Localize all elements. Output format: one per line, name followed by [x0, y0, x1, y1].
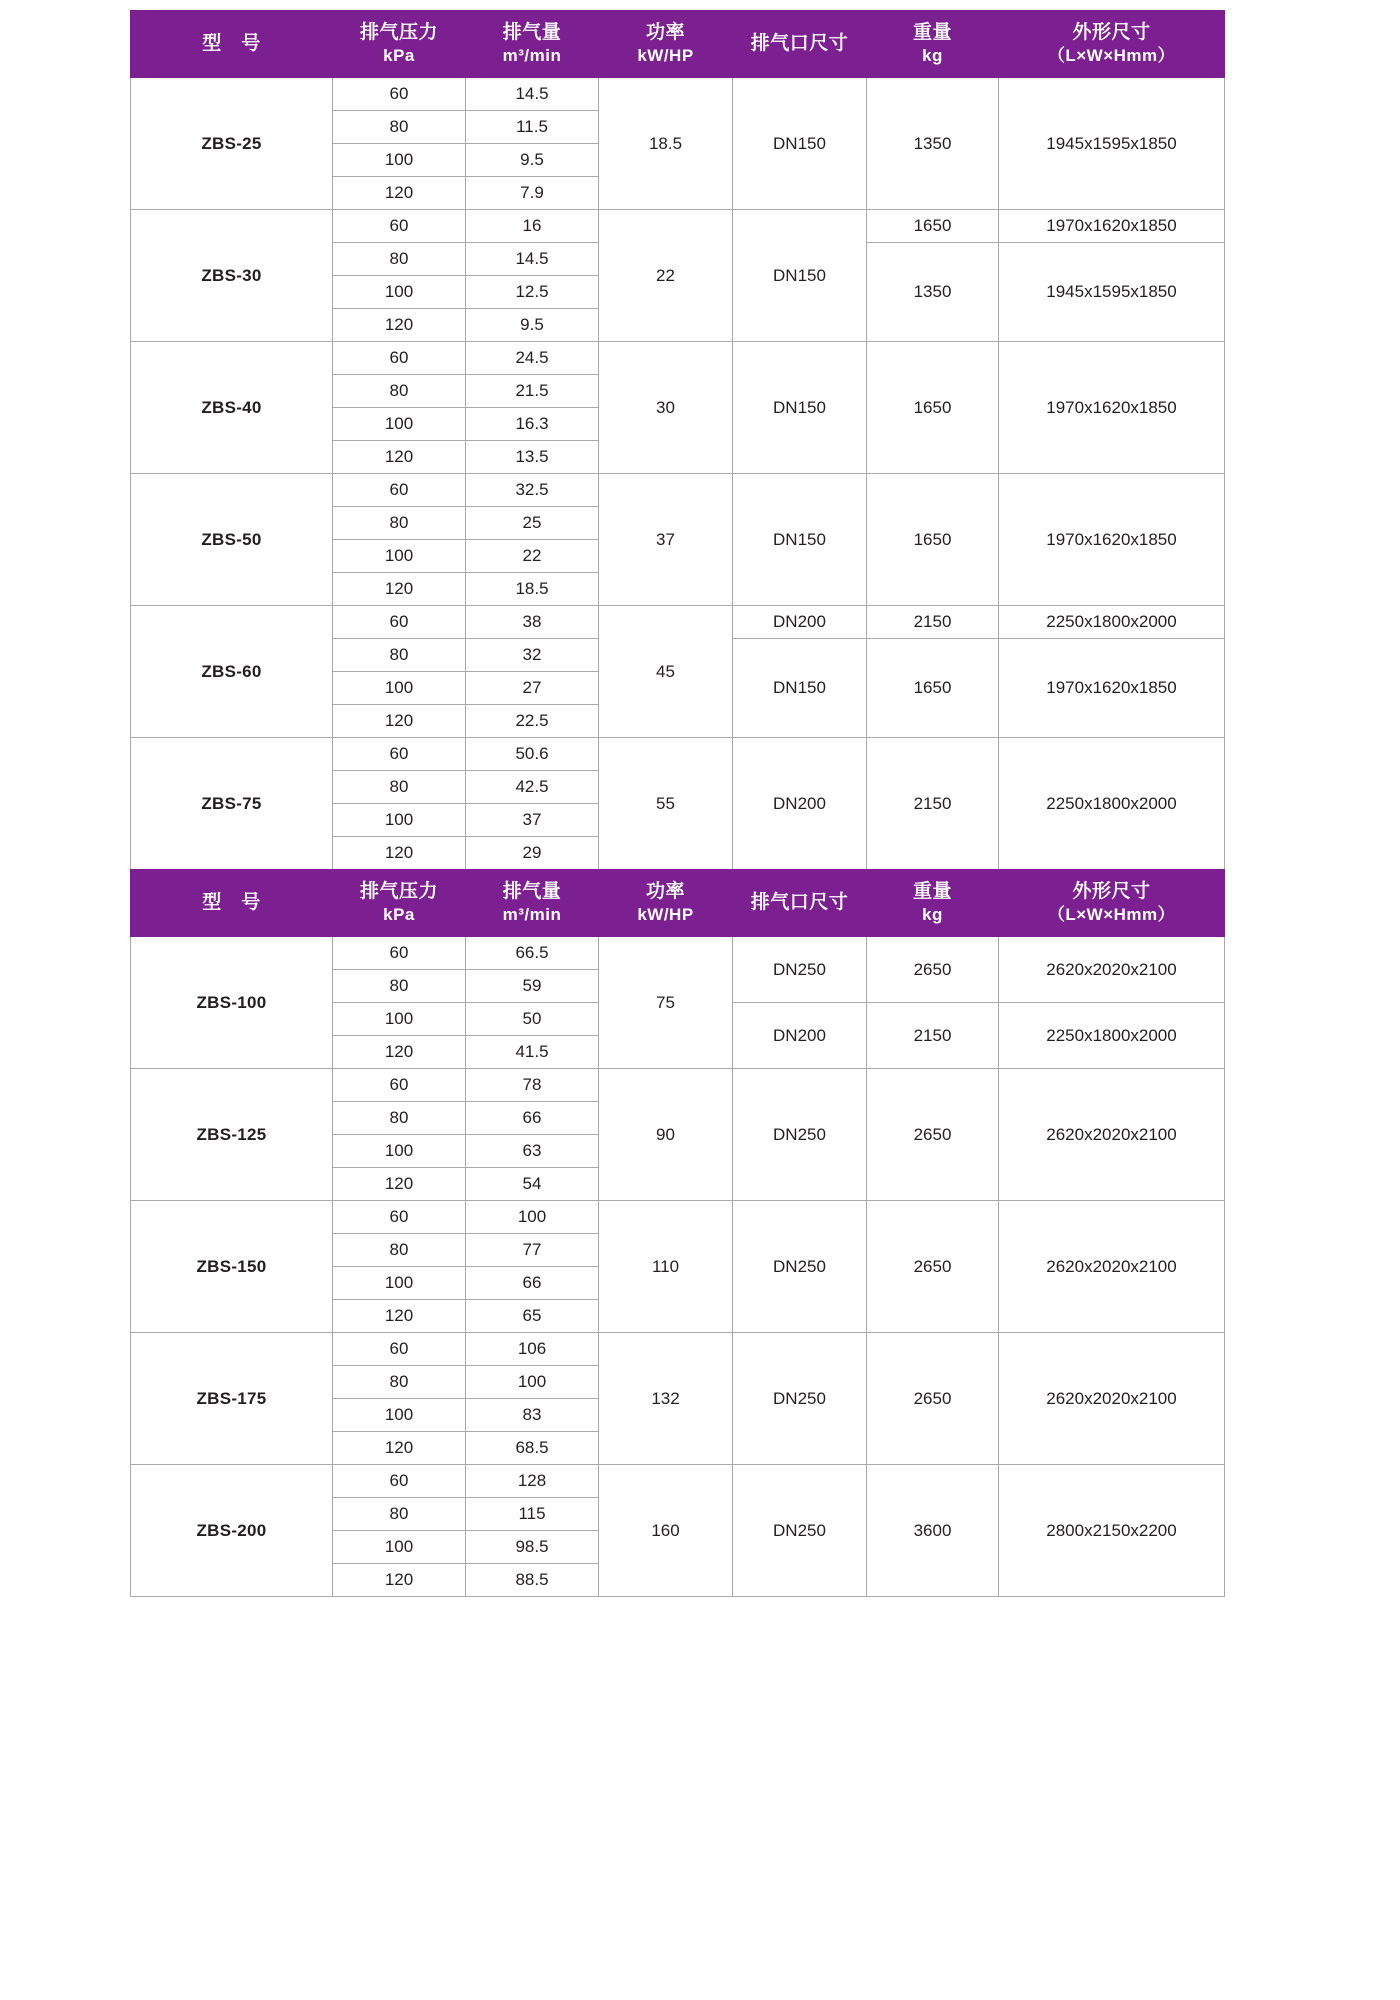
weight-cell: 1350 [867, 243, 999, 342]
pressure-cell: 120 [333, 1300, 466, 1333]
flow-cell: 13.5 [466, 441, 599, 474]
pressure-cell: 100 [333, 1531, 466, 1564]
port-cell: DN200 [733, 738, 867, 870]
model-cell: ZBS-175 [131, 1333, 333, 1465]
pressure-cell: 60 [333, 342, 466, 375]
port-cell: DN150 [733, 639, 867, 738]
flow-cell: 63 [466, 1135, 599, 1168]
dimension-cell: 1945x1595x1850 [999, 78, 1225, 210]
column-header-power-label: 功率 [645, 880, 685, 902]
column-header-weight-unit: kg [922, 905, 943, 925]
column-header-dimensions-unit: （L×W×Hmm） [1047, 905, 1176, 925]
port-cell: DN200 [733, 606, 867, 639]
pressure-cell: 120 [333, 441, 466, 474]
pressure-cell: 60 [333, 937, 466, 970]
column-header-flow-rate-label: 排气量 [502, 880, 562, 902]
column-header-discharge-pressure [333, 11, 466, 78]
flow-cell: 16.3 [466, 408, 599, 441]
dimension-cell: 2800x2150x2200 [999, 1465, 1225, 1597]
flow-cell: 18.5 [466, 573, 599, 606]
port-cell: DN250 [733, 1465, 867, 1597]
flow-cell: 100 [466, 1201, 599, 1234]
model-cell: ZBS-50 [131, 474, 333, 606]
pressure-cell: 80 [333, 243, 466, 276]
weight-cell: 3600 [867, 1465, 999, 1597]
dimension-cell: 2620x2020x2100 [999, 1069, 1225, 1201]
column-header-power-label: 功率 [645, 21, 685, 43]
column-header-discharge-pressure-label: 排气压力 [359, 21, 438, 43]
power-cell: 90 [599, 1069, 733, 1201]
pressure-cell: 100 [333, 276, 466, 309]
flow-cell: 66 [466, 1267, 599, 1300]
flow-cell: 65 [466, 1300, 599, 1333]
port-cell: DN150 [733, 78, 867, 210]
dimension-cell: 2250x1800x2000 [999, 1003, 1225, 1069]
flow-cell: 9.5 [466, 144, 599, 177]
column-header-weight-label: 重量 [912, 880, 952, 902]
specification-table-1 [130, 10, 1225, 870]
flow-cell: 77 [466, 1234, 599, 1267]
weight-cell: 2650 [867, 1069, 999, 1201]
port-cell: DN250 [733, 937, 867, 1003]
column-header-discharge-pressure-label: 排气压力 [359, 880, 438, 902]
weight-cell: 1650 [867, 342, 999, 474]
pressure-cell: 60 [333, 738, 466, 771]
flow-cell: 29 [466, 837, 599, 870]
model-cell: ZBS-200 [131, 1465, 333, 1597]
power-cell: 110 [599, 1201, 733, 1333]
power-cell: 132 [599, 1333, 733, 1465]
flow-cell: 50.6 [466, 738, 599, 771]
pressure-cell: 120 [333, 1036, 466, 1069]
port-cell: DN150 [733, 210, 867, 342]
column-header-power-unit: kW/HP [637, 905, 694, 925]
table-row [131, 474, 1225, 507]
pressure-cell: 100 [333, 804, 466, 837]
pressure-cell: 100 [333, 408, 466, 441]
model-cell: ZBS-30 [131, 210, 333, 342]
model-cell: ZBS-60 [131, 606, 333, 738]
flow-cell: 27 [466, 672, 599, 705]
pressure-cell: 80 [333, 507, 466, 540]
power-cell: 18.5 [599, 78, 733, 210]
flow-cell: 83 [466, 1399, 599, 1432]
dimension-cell: 1945x1595x1850 [999, 243, 1225, 342]
pressure-cell: 60 [333, 1465, 466, 1498]
dimension-cell: 2250x1800x2000 [999, 606, 1225, 639]
pressure-cell: 80 [333, 1234, 466, 1267]
weight-cell: 1650 [867, 639, 999, 738]
table-row [131, 342, 1225, 375]
pressure-cell: 60 [333, 606, 466, 639]
pressure-cell: 80 [333, 375, 466, 408]
pressure-cell: 100 [333, 144, 466, 177]
table-row [131, 1333, 1225, 1366]
table-row [131, 78, 1225, 111]
pressure-cell: 100 [333, 1399, 466, 1432]
flow-cell: 66 [466, 1102, 599, 1135]
table-header-row [131, 870, 1225, 937]
pressure-cell: 80 [333, 639, 466, 672]
flow-cell: 16 [466, 210, 599, 243]
model-cell: ZBS-100 [131, 937, 333, 1069]
column-header-flow-rate-label: 排气量 [502, 21, 562, 43]
pressure-cell: 80 [333, 970, 466, 1003]
column-header-weight-label: 重量 [912, 21, 952, 43]
flow-cell: 100 [466, 1366, 599, 1399]
port-cell: DN250 [733, 1069, 867, 1201]
column-header-model [131, 11, 333, 78]
weight-cell: 1350 [867, 78, 999, 210]
pressure-cell: 80 [333, 1102, 466, 1135]
column-header-discharge-pressure [333, 870, 466, 937]
column-header-power [599, 11, 733, 78]
flow-cell: 24.5 [466, 342, 599, 375]
flow-cell: 12.5 [466, 276, 599, 309]
flow-cell: 66.5 [466, 937, 599, 970]
pressure-cell: 60 [333, 78, 466, 111]
port-cell: DN250 [733, 1201, 867, 1333]
model-cell: ZBS-25 [131, 78, 333, 210]
flow-cell: 50 [466, 1003, 599, 1036]
pressure-cell: 60 [333, 210, 466, 243]
power-cell: 37 [599, 474, 733, 606]
pressure-cell: 120 [333, 837, 466, 870]
pressure-cell: 100 [333, 1135, 466, 1168]
column-header-dimensions-label: 外形尺寸 [1072, 21, 1151, 43]
flow-cell: 32.5 [466, 474, 599, 507]
flow-cell: 22 [466, 540, 599, 573]
model-cell: ZBS-150 [131, 1201, 333, 1333]
table-row [131, 606, 1225, 639]
column-header-weight [867, 870, 999, 937]
flow-cell: 98.5 [466, 1531, 599, 1564]
port-cell: DN150 [733, 342, 867, 474]
port-cell: DN150 [733, 474, 867, 606]
pressure-cell: 120 [333, 1564, 466, 1597]
column-header-discharge-port-size [733, 870, 867, 937]
table-row [131, 738, 1225, 771]
flow-cell: 106 [466, 1333, 599, 1366]
flow-cell: 78 [466, 1069, 599, 1102]
flow-cell: 59 [466, 970, 599, 1003]
power-cell: 45 [599, 606, 733, 738]
pressure-cell: 100 [333, 672, 466, 705]
flow-cell: 11.5 [466, 111, 599, 144]
flow-cell: 9.5 [466, 309, 599, 342]
pressure-cell: 120 [333, 573, 466, 606]
column-header-discharge-pressure-unit: kPa [383, 46, 415, 66]
column-header-discharge-pressure-unit: kPa [383, 905, 415, 925]
pressure-cell: 120 [333, 309, 466, 342]
weight-cell: 2650 [867, 1201, 999, 1333]
column-header-flow-rate-unit: m³/min [502, 46, 562, 66]
flow-cell: 32 [466, 639, 599, 672]
pressure-cell: 120 [333, 1432, 466, 1465]
pressure-cell: 60 [333, 474, 466, 507]
weight-cell: 2650 [867, 1333, 999, 1465]
flow-cell: 54 [466, 1168, 599, 1201]
dimension-cell: 1970x1620x1850 [999, 342, 1225, 474]
pressure-cell: 80 [333, 1498, 466, 1531]
column-header-power [599, 870, 733, 937]
weight-cell: 2150 [867, 738, 999, 870]
column-header-dimensions-unit: （L×W×Hmm） [1047, 46, 1176, 66]
dimension-cell: 2250x1800x2000 [999, 738, 1225, 870]
pressure-cell: 60 [333, 1069, 466, 1102]
flow-cell: 38 [466, 606, 599, 639]
power-cell: 160 [599, 1465, 733, 1597]
column-header-model [131, 870, 333, 937]
flow-cell: 42.5 [466, 771, 599, 804]
weight-cell: 2150 [867, 606, 999, 639]
column-header-discharge-port-size-label: 排气口尺寸 [750, 892, 849, 914]
flow-cell: 115 [466, 1498, 599, 1531]
table-row [131, 1069, 1225, 1102]
flow-cell: 128 [466, 1465, 599, 1498]
flow-cell: 37 [466, 804, 599, 837]
pressure-cell: 100 [333, 1267, 466, 1300]
flow-cell: 68.5 [466, 1432, 599, 1465]
column-header-dimensions [999, 11, 1225, 78]
table-header-row [131, 11, 1225, 78]
pressure-cell: 120 [333, 1168, 466, 1201]
flow-cell: 22.5 [466, 705, 599, 738]
flow-cell: 7.9 [466, 177, 599, 210]
port-cell: DN250 [733, 1333, 867, 1465]
flow-cell: 14.5 [466, 243, 599, 276]
pressure-cell: 60 [333, 1333, 466, 1366]
column-header-dimensions [999, 870, 1225, 937]
table-row [131, 1201, 1225, 1234]
column-header-flow-rate-unit: m³/min [502, 905, 562, 925]
weight-cell: 1650 [867, 210, 999, 243]
flow-cell: 21.5 [466, 375, 599, 408]
column-header-weight-unit: kg [922, 46, 943, 66]
column-header-discharge-port-size-label: 排气口尺寸 [750, 33, 849, 55]
port-cell: DN200 [733, 1003, 867, 1069]
table-row [131, 210, 1225, 243]
pressure-cell: 80 [333, 771, 466, 804]
power-cell: 22 [599, 210, 733, 342]
pressure-cell: 80 [333, 111, 466, 144]
dimension-cell: 1970x1620x1850 [999, 210, 1225, 243]
pressure-cell: 100 [333, 540, 466, 573]
dimension-cell: 2620x2020x2100 [999, 937, 1225, 1003]
column-header-flow-rate [466, 870, 599, 937]
column-header-model-label: 型 号 [202, 33, 261, 55]
specification-table-2 [130, 869, 1225, 1597]
column-header-model-label: 型 号 [202, 892, 261, 914]
model-cell: ZBS-75 [131, 738, 333, 870]
pressure-cell: 120 [333, 177, 466, 210]
dimension-cell: 1970x1620x1850 [999, 639, 1225, 738]
weight-cell: 1650 [867, 474, 999, 606]
column-header-dimensions-label: 外形尺寸 [1072, 880, 1151, 902]
power-cell: 55 [599, 738, 733, 870]
column-header-flow-rate [466, 11, 599, 78]
column-header-discharge-port-size [733, 11, 867, 78]
power-cell: 75 [599, 937, 733, 1069]
column-header-power-unit: kW/HP [637, 46, 694, 66]
dimension-cell: 2620x2020x2100 [999, 1201, 1225, 1333]
power-cell: 30 [599, 342, 733, 474]
model-cell: ZBS-125 [131, 1069, 333, 1201]
flow-cell: 14.5 [466, 78, 599, 111]
flow-cell: 41.5 [466, 1036, 599, 1069]
table-row [131, 937, 1225, 970]
table-row [131, 1465, 1225, 1498]
pressure-cell: 60 [333, 1201, 466, 1234]
pressure-cell: 80 [333, 1366, 466, 1399]
pressure-cell: 120 [333, 705, 466, 738]
flow-cell: 88.5 [466, 1564, 599, 1597]
pressure-cell: 100 [333, 1003, 466, 1036]
flow-cell: 25 [466, 507, 599, 540]
dimension-cell: 1970x1620x1850 [999, 474, 1225, 606]
dimension-cell: 2620x2020x2100 [999, 1333, 1225, 1465]
model-cell: ZBS-40 [131, 342, 333, 474]
weight-cell: 2150 [867, 1003, 999, 1069]
column-header-weight [867, 11, 999, 78]
weight-cell: 2650 [867, 937, 999, 1003]
